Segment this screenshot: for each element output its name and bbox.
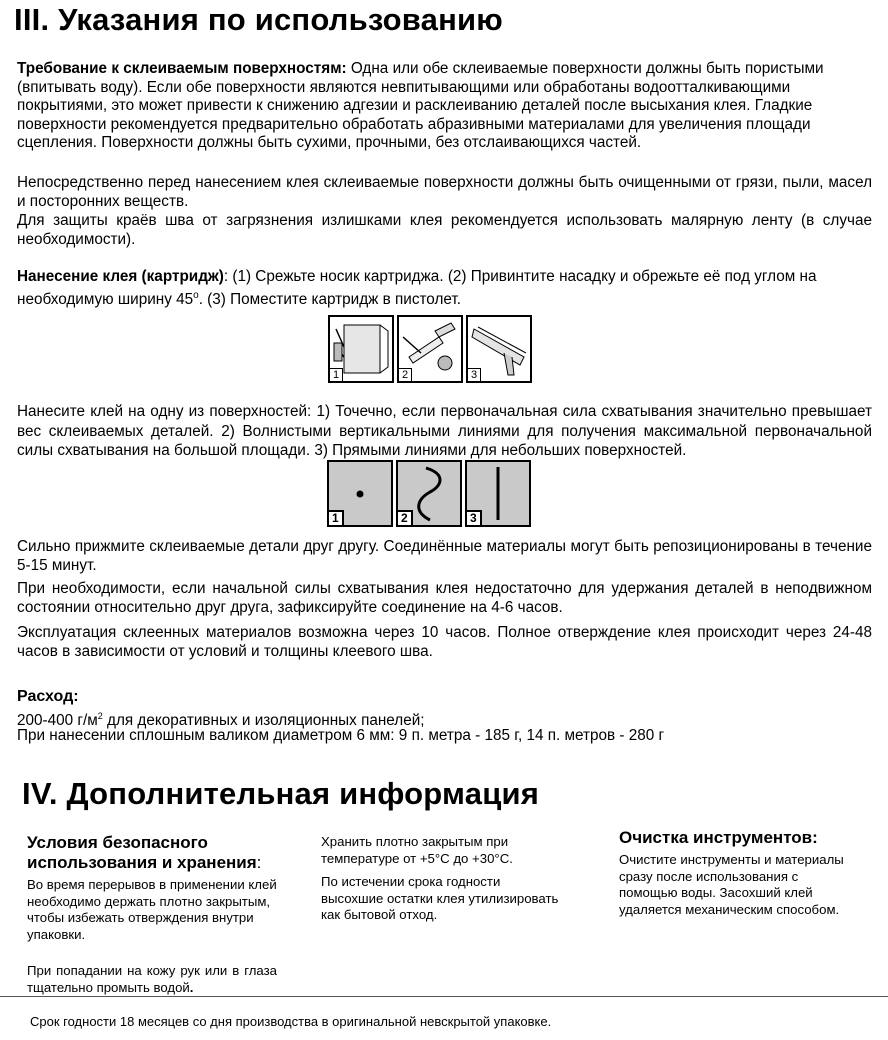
step-number: 3: [467, 510, 482, 525]
cartridge-step-1-figure: [328, 315, 394, 383]
safety-text-1: Во время перерывов в применении клей необходимо держать плотно закрытым, чтобы избежать отверждения внутри упаковки.: [27, 877, 277, 942]
safety-column: [27, 833, 277, 1004]
surfaces-paragraph: [17, 60, 872, 153]
fix-paragraph: При необходимости, если начальной силы схватывания клея недостаточно для удержания деталей в неподвижном состоянии относительно друг друга, зафиксируйте соединение на 4-6 часов.: [17, 580, 872, 616]
cure-paragraph: Эксплуатация склеенных материалов возможна через 10 часов. Полное отверждение клея происходит через 24-48 часов в зависимости от условий и толщины клеевого шва.: [17, 624, 872, 660]
surfaces-text: Одна или обе склеиваемые поверхности должны быть пористыми (впитывать воду). Если обе поверхности являются невпитывающими или обработаны водоотталкивающими покрытиями, это может привести к снижению адгезии и расклеиванию деталей после высыхания клея. Гладкие поверхности рекомендуется предварительно обработать абразивными материалами для увеличения площади сцепления. Поверхности должны быть сухими, прочными, без отслаивающихся частей.: [17, 60, 824, 151]
step-number: 1: [330, 368, 343, 381]
pattern-dot-figure: [327, 460, 393, 527]
storage-text-2: По истечении срока годности высохшие остатки клея утилизировать как бытовой отход.: [321, 874, 559, 923]
press-paragraph: Сильно прижмите склеиваемые детали друг другу. Соединённые материалы могут быть репозиционированы в течение 5-15 минут.: [17, 538, 872, 574]
step-number: 3: [468, 368, 481, 381]
footer-divider: [0, 996, 888, 997]
apply-methods-paragraph: Нанесите клей на одну из поверхностей: 1) Точечно, если первоначальная сила схватывания значительно превышает вес склеиваемых деталей. 2) Волнистыми вертикальными линиями для получения максимальной первоначальной силы схватывания на большой площади. 3) Прямыми линиями для небольших поверхностей.: [17, 403, 872, 459]
cartridge-step-2-figure: [397, 315, 463, 383]
cleaning-paragraph: Непосредственно перед нанесением клея склеиваемые поверхности должны быть очищенными от грязи, пыли, масел и посторонних веществ.: [17, 174, 872, 210]
cartridge-step-3-figure: [466, 315, 532, 383]
step-number: 2: [398, 510, 413, 525]
shelf-life-footer: Срок годности 18 месяцев со дня производства в оригинальной невскрытой упаковке.: [30, 1014, 552, 1029]
safety-heading: Условия безопасного использования и хранения:: [27, 833, 262, 872]
step-number: 2: [399, 368, 412, 381]
storage-column: [321, 834, 561, 931]
step-number: 1: [329, 510, 344, 525]
application-label: Нанесение клея (картридж): [17, 268, 224, 285]
consumption-line-1: 200-400 $г/м^2$ для декоративных и изоляционных панелей;: [17, 711, 425, 730]
section-3-title: III. Указания по использованию: [14, 2, 503, 37]
tools-column: [619, 828, 859, 925]
consumption-label: Расход:: [17, 688, 79, 705]
application-paragraph: Нанесение клея (картридж): (1) Срежьте носик картриджа. (2) Привинтите насадку и обрежьте её под углом на необходимую ширину $45^о$. (3) Поместите картридж в пистолет.: [17, 268, 817, 308]
safety-text-2: При попадании на кожу рук или в глаза тщательно промыть водой.: [27, 963, 277, 995]
cartridge-figures: [328, 315, 532, 383]
consumption-line-2: При нанесении сплошным валиком диаметром 6 мм: 9 п. метра - 185 г, 14 п. метров - 280 г: [17, 727, 665, 744]
tools-heading: Очистка инструментов:: [619, 828, 818, 847]
pattern-line-figure: [465, 460, 531, 527]
storage-text-1: Хранить плотно закрытым при температуре от +5°С до +30°С.: [321, 834, 513, 866]
tools-text: Очистите инструменты и материалы сразу после использования с помощью воды. Засохший клей удаляется механическим способом.: [619, 852, 844, 917]
surfaces-label: Требование к склеиваемым поверхностям:: [17, 60, 347, 77]
section-4-title: IV. Дополнительная информация: [22, 776, 539, 811]
pattern-figures: [327, 460, 531, 527]
pattern-wave-figure: [396, 460, 462, 527]
tape-paragraph: Для защиты краёв шва от загрязнения излишками клея рекомендуется использовать малярную ленту (в случае необходимости).: [17, 212, 872, 248]
